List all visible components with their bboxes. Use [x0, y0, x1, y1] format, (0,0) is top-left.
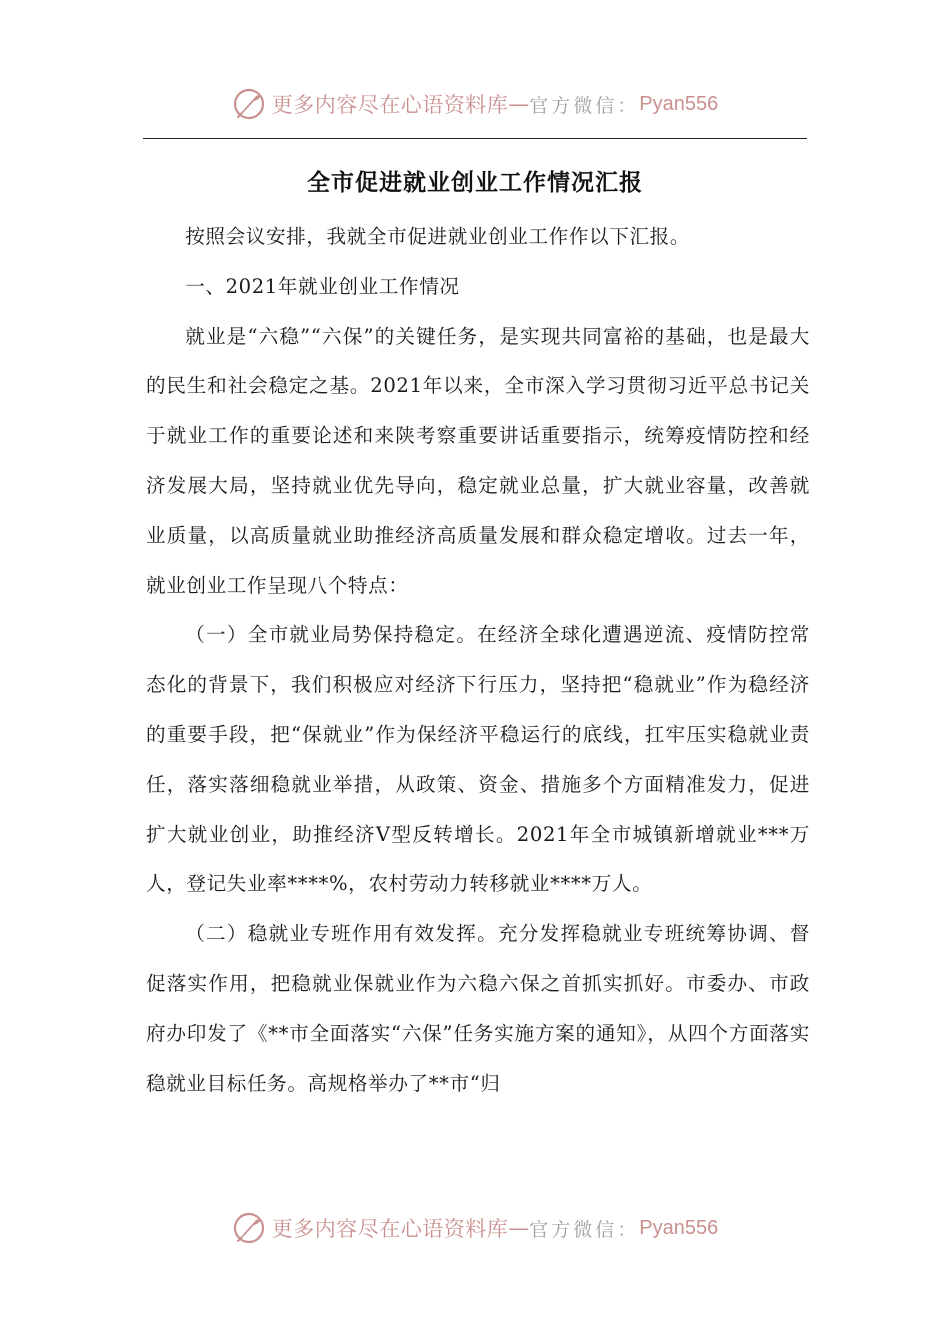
- watermark-brand: 更多内容尽在心语资料库: [271, 1217, 509, 1241]
- quill-logo-icon: [232, 1211, 266, 1245]
- quill-logo-icon: [232, 87, 266, 121]
- section-heading: 一、2021年就业创业工作情况: [185, 274, 460, 298]
- watermark-wechat-id: Pyan556: [639, 1216, 719, 1239]
- header-divider: [143, 138, 807, 139]
- footer-watermark: [0, 1208, 950, 1248]
- paragraph-point-1: （一）全市就业局势保持稳定。在经济全球化遭遇逆流、疫情防控常态化的背景下，我们积极应对经济下行压力，坚持把“稳就业”作为稳经济的重要手段，把“保就业”作为保经济平稳运行的底线，扛牢压实稳就业责任，落实落细稳就业举措，从政策、资金、措施多个方面精准发力，促进扩大就业创业，助推经济V型反转增长。2021年全市城镇新增就业***万人，登记失业率****%，农村劳动力转移就业****万人。: [146, 623, 810, 896]
- document-body: [146, 212, 810, 1108]
- watermark-brand: 更多内容尽在心语资料库: [271, 93, 509, 117]
- watermark-dash: —: [508, 92, 530, 116]
- paragraph-intro: 按照会议安排，我就全市促进就业创业工作作以下汇报。: [185, 225, 691, 248]
- header-watermark: [0, 84, 950, 124]
- watermark-wechat-label: 官方微信：: [529, 1218, 640, 1241]
- watermark-wechat-label: 官方微信：: [529, 94, 640, 117]
- watermark-dash: —: [508, 1216, 530, 1240]
- watermark-wechat-id: Pyan556: [639, 92, 719, 115]
- paragraph-point-2: （二）稳就业专班作用有效发挥。充分发挥稳就业专班统筹协调、督促落实作用，把稳就业保就业作为六稳六保之首抓实抓好。市委办、市政府办印发了《**市全面落实“六保”任务实施方案的通知》，从四个方面落实稳就业目标任务。高规格举办了**市“归: [146, 922, 810, 1095]
- document-title: 全市促进就业创业工作情况汇报: [307, 170, 643, 196]
- paragraph-overview: 就业是“六稳”“六保”的关键任务，是实现共同富裕的基础，也是最大的民生和社会稳定之基。2021年以来，全市深入学习贯彻习近平总书记关于就业工作的重要论述和来陕考察重要讲话重要指示，统筹疫情防控和经济发展大局，坚持就业优先导向，稳定就业总量，扩大就业容量，改善就业质量，以高质量就业助推经济高质量发展和群众稳定增收。过去一年，就业创业工作呈现八个特点：: [146, 324, 810, 597]
